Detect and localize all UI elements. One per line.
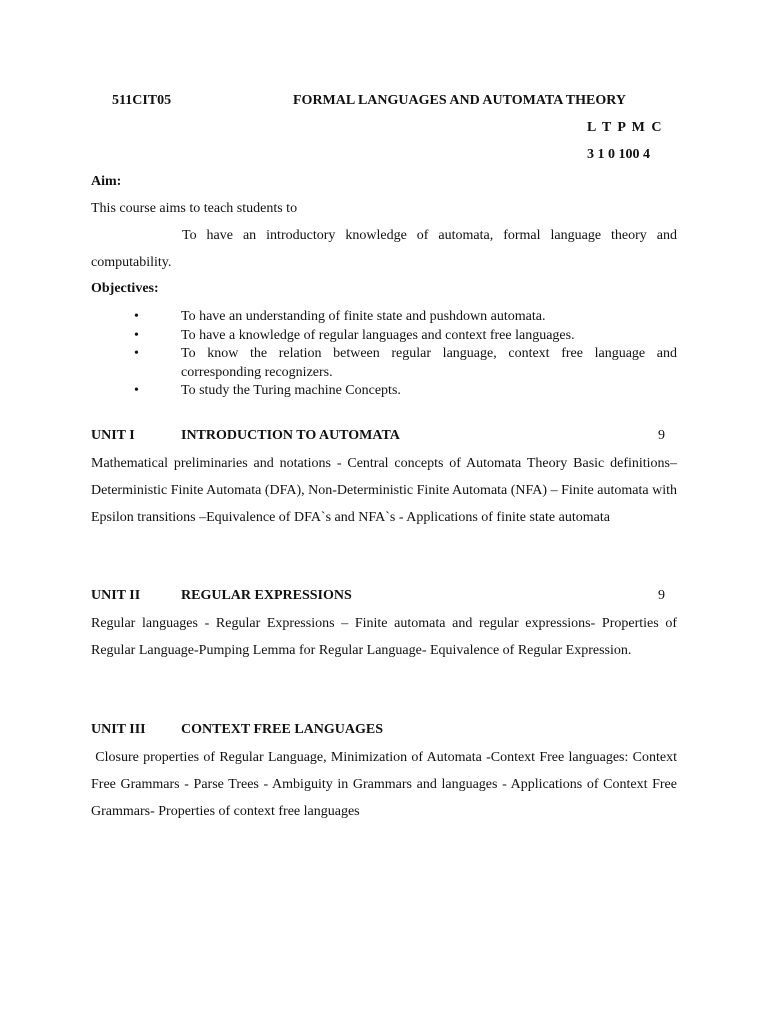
unit-number: UNIT I <box>91 428 135 443</box>
objectives-list <box>91 308 677 401</box>
unit-heading <box>91 722 677 742</box>
unit-heading <box>91 428 677 448</box>
unit-title: INTRODUCTION TO AUTOMATA <box>181 428 400 443</box>
unit-content: Closure properties of Regular Language, Minimization of Automata -Context Free languages: Context Free Grammars - Parse Trees - Ambiguity in Grammars and languages - Applications of Context Free Grammars- Properties of context free languages <box>91 750 681 819</box>
bullet-icon: • <box>134 327 139 343</box>
aim-intro: This course aims to teach students to <box>91 201 298 216</box>
objectives-heading: Objectives: <box>91 281 159 296</box>
objective-text: To have an understanding of finite state and pushdown automata. <box>181 309 546 324</box>
bullet-icon: • <box>134 346 139 361</box>
aim-text: To have an introductory knowledge of automata, formal language theory and computability. <box>91 228 677 270</box>
aim-heading: Aim: <box>91 174 122 189</box>
unit-title: REGULAR EXPRESSIONS <box>181 588 352 603</box>
credit-values: 3 1 0 100 4 <box>587 147 650 162</box>
unit-hours: 9 <box>658 588 665 603</box>
bullet-icon: • <box>134 383 139 398</box>
unit-number: UNIT III <box>91 722 146 737</box>
unit-hours: 9 <box>658 428 665 443</box>
unit-content: Regular languages - Regular Expressions – Finite automata and regular expressions- Properties of Regular Language-Pumping Lemma for Regular Language- Equivalence of Regular Expression. <box>91 616 677 658</box>
bullet-icon: • <box>134 309 139 324</box>
objective-text: To have a knowledge of regular languages and context free languages. <box>181 327 575 343</box>
course-code: 511CIT05 <box>112 93 172 108</box>
unit-number: UNIT II <box>91 588 141 603</box>
unit-heading <box>91 588 677 608</box>
objective-item <box>91 345 677 382</box>
objective-text: To study the Turing machine Concepts. <box>181 383 401 398</box>
objective-item <box>91 327 677 346</box>
unit-content: Mathematical preliminaries and notations - Central concepts of Automata Theory Basic definitions–Deterministic Finite Automata (DFA), Non-Deterministic Finite Automata (NFA) – Finite automata with Epsilon transitions –Equivalence of DFA`s and NFA`s - Applications of finite state automata <box>91 456 677 525</box>
objective-text: To know the relation between regular language, context free language and corresponding recognizers. <box>181 346 677 380</box>
course-title: FORMAL LANGUAGES AND AUTOMATA THEORY <box>293 93 626 108</box>
objective-item <box>91 382 677 401</box>
unit-title: CONTEXT FREE LANGUAGES <box>181 722 384 737</box>
ltpm-label: L T P M C <box>587 120 662 135</box>
objective-item <box>91 308 677 327</box>
